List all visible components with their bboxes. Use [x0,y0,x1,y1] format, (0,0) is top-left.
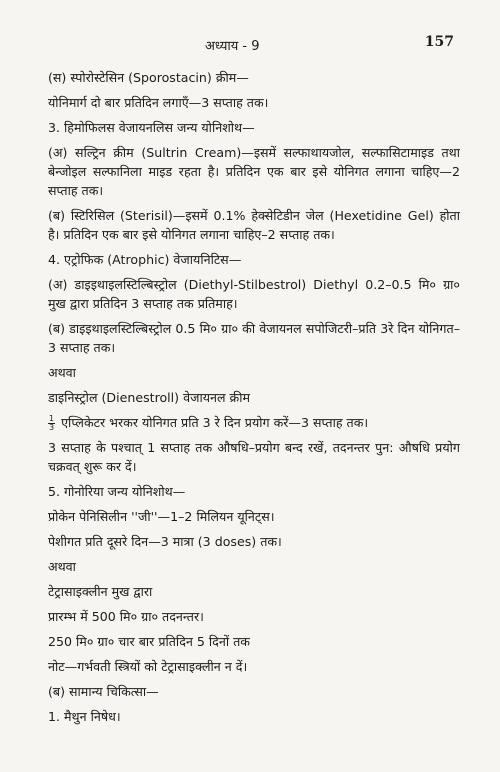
diethyl-oral-paragraph: (अ) डाइइथाइलस्टिल्बिस्ट्रोल (Diethyl-Stilbestrol) Diethyl 0.2–0.5 मि० ग्रा० मुख द्वारा प्रतिदिन 3 सप्ताह तक प्रतिमाह। [48,277,460,311]
maintenance-dose-line: 250 मि० ग्रा० चार बार प्रतिदिन 5 दिनों तक [48,634,250,649]
general-treatment-heading: (ब) सामान्य चिकित्सा— [48,684,159,699]
diethyl-suppository-paragraph: (ब) डाइइथाइलस्टिल्बिस्ट्रोल 0.5 मि० ग्रा० की वेजायनल सपोजिटरी–प्रति 3रे दिन योनिगत–3 सप्ताह तक। [48,321,460,355]
fraction-paragraph [48,413,460,432]
sultrin-paragraph: (अ) सल्ट्रिन क्रीम (Sultrin Cream)—इसमें सल्फाथायजोल, सल्फासिटामाइड तथा बेन्जोइल सल्फानिला माइड रहता है। प्रतिदिन एक बार इसे योनिगत लगाना चाहिए—2 सप्ताह तक। [48,145,460,198]
or-divider-1: अथवा [48,365,76,380]
section-4-heading: 4. एट्रोफिक (Atrophic) वेजायनिटिस— [48,252,242,267]
page-header [0,36,500,58]
initial-dose-line: प्रारम्भ में 500 मि० ग्रा० तदनन्तर। [48,609,204,624]
section-3-heading: 3. हिमोफिलस वेजायनलिस जन्य योनिशोथ— [48,120,255,135]
applicator-text: एप्लिकेटर भरकर योनिगत प्रति 3 रे दिन प्रयोग करें—3 सप्ताह तक। [61,415,369,430]
fraction-numerator: 1 [49,414,55,423]
sporostacin-heading: (स) स्पोरोस्टेसिन (Sporostacin) क्रीम— [48,70,249,85]
sterisil-paragraph: (ब) स्टिरिसिल (Sterisil)—इसमें 0.1% हेक्सेटिडीन जेल (Hexetidine Gel) होता है। प्रतिदिन एक बार इसे योनिगत लगाना चाहिए–2 सप्ताह तक। [48,208,460,242]
note-line: नोट—गर्भवती स्त्रियों को टेट्रासाइक्लीन न दें। [48,659,248,674]
sporostacin-dose: योनिमार्ग दो बार प्रतिदिन लगाएँ—3 सप्ताह तक। [48,95,269,110]
one-third-fraction [48,415,55,432]
page-number: 157 [424,34,454,50]
section-5-heading: 5. गोनोरिया जन्य योनिशोथ— [48,484,186,499]
fraction-denominator: 3 [49,423,55,432]
tetracycline-line: टेट्रासाइक्लीन मुख द्वारा [48,584,153,599]
cycle-paragraph: 3 सप्ताह के पश्चात् 1 सप्ताह तक औषधि–प्रयोग बन्द रखें, तदनन्तर पुन: औषधि प्रयोग चक्रवत् शुरू कर दें। [48,440,460,474]
abstinence-line: 1. मैथुन निषेध। [48,709,121,724]
procaine-line: प्रोकेन पेनिसिलीन ''जी''—1–2 मिलियन यूनिट्स। [48,509,275,524]
page-body [48,68,460,732]
intramuscular-line: पेशीगत प्रति दूसरे दिन—3 मात्रा (3 doses) तक। [48,534,282,549]
or-divider-2: अथवा [48,559,76,574]
dienestrol-line: डाइनिस्ट्रोल (Dienestroll) वेजायनल क्रीम [48,390,251,405]
chapter-title: अध्याय - 9 [205,39,260,54]
